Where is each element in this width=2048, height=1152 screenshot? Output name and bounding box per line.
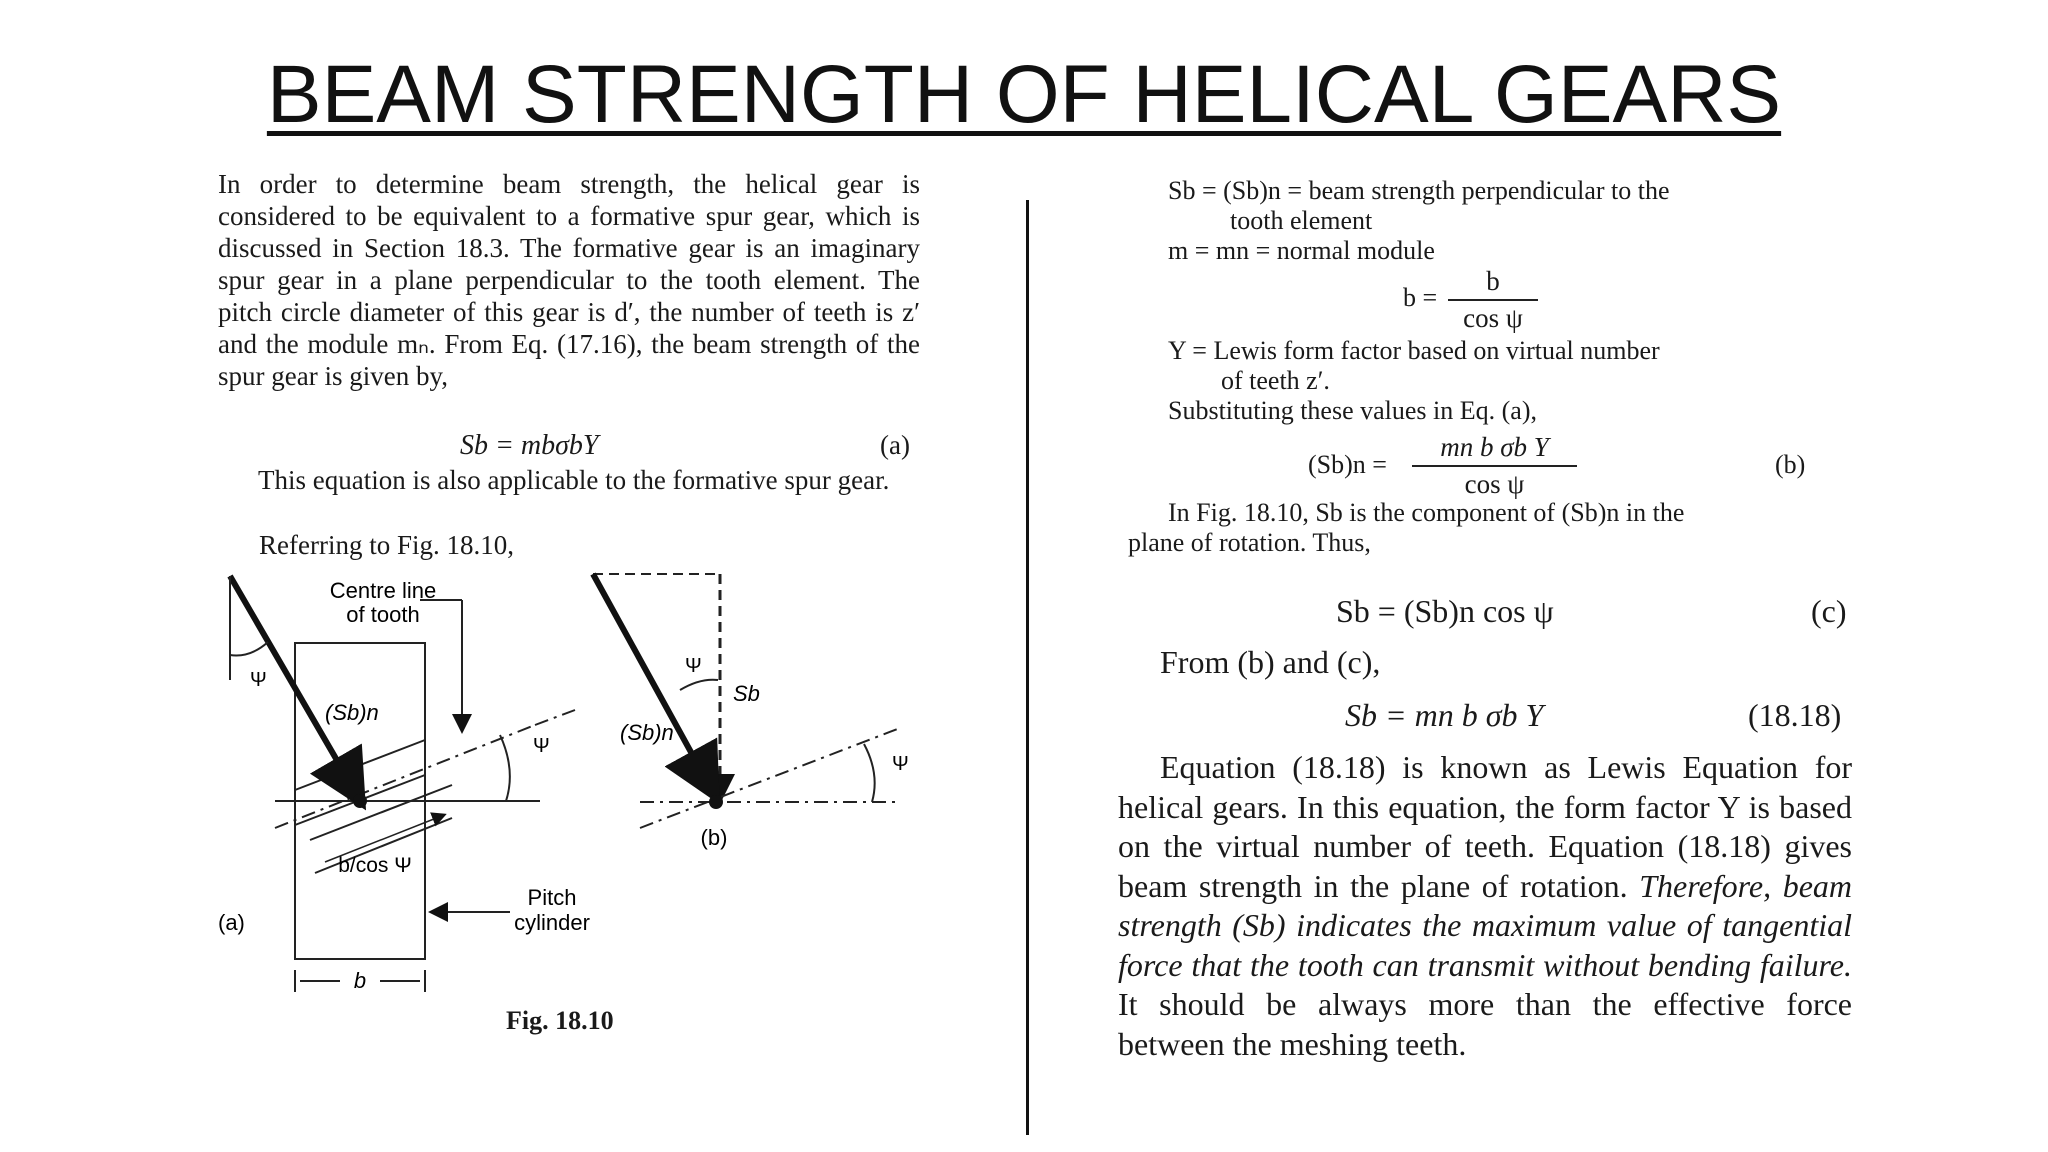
- equation-18-18-tag: (18.18): [1748, 697, 1842, 733]
- b-equation-lhs: b =: [1403, 283, 1438, 312]
- equation-18-18: Sb = mn b σb Y: [1345, 697, 1544, 733]
- sbn-label-a: (Sb)n: [325, 700, 379, 725]
- psi-label-b: Ψ: [685, 655, 702, 677]
- eq-b-tag: (b): [1775, 450, 1806, 479]
- centre-line-a: [275, 725, 535, 828]
- b-equation-numerator: b: [1448, 266, 1538, 301]
- psi-arc-a2: [500, 735, 510, 801]
- equation-a: Sb = mbσbY: [460, 430, 599, 461]
- force-point-b: [709, 795, 723, 809]
- force-point-a: [353, 794, 367, 808]
- def-sb-line-1: Sb = (Sb)n = beam strength perpendicular to the: [1168, 176, 1670, 205]
- force-arrow-b: [593, 574, 714, 794]
- sb-label-b: Sb: [733, 681, 760, 706]
- equation-c: Sb = (Sb)n cos ψ: [1336, 593, 1554, 629]
- cylinder-label: cylinder: [514, 910, 590, 935]
- eq-b-lhs: (Sb)n =: [1308, 450, 1387, 479]
- psi-label-b2: Ψ: [892, 753, 909, 775]
- slide-title: BEAM STRENGTH OF HELICAL GEARS: [266, 49, 1782, 140]
- psi-label-a: Ψ: [250, 669, 267, 691]
- psi-arc-a: [230, 642, 268, 655]
- fig-text-line-2: plane of rotation. Thus,: [1128, 528, 1371, 557]
- lewis-paragraph: [1118, 748, 1852, 1064]
- from-b-c-text: From (b) and (c),: [1160, 644, 1381, 680]
- fig-label-b: (b): [700, 825, 728, 850]
- eq-b-denominator: cos ψ: [1464, 469, 1525, 499]
- psi-arc-b2: [864, 744, 875, 802]
- eq-b-numerator: mn b σb Y: [1412, 432, 1577, 467]
- def-y-line-1: Y = Lewis form factor based on virtual number: [1168, 336, 1660, 365]
- intro-paragraph: In order to determine beam strength, the helical gear is considered to be equivalent to a formative spur gear, which is discussed in Section 18.3. The formative gear is an imaginary spur gear in a plane perpendicular to the tooth element. The pitch circle diameter of this gear is d′, the number of teeth is z′ and the module mₙ. From Eq. (17.16), the beam strength of the spur gear is given by,: [218, 169, 920, 391]
- gear-figure: [200, 560, 930, 1040]
- b-equation-denominator: cos ψ: [1463, 303, 1523, 333]
- psi-arc-b: [680, 680, 718, 690]
- of-tooth-label: of tooth: [346, 602, 420, 627]
- centre-line-label: Centre line: [329, 578, 437, 603]
- bcos-label: b/cos Ψ: [338, 854, 412, 877]
- def-sb-line-2: tooth element: [1230, 206, 1373, 235]
- fig-label-a: (a): [218, 910, 245, 935]
- centre-line-b: [640, 728, 900, 828]
- psi-label-a2: Ψ: [533, 735, 550, 757]
- b-dim-label: b: [353, 968, 367, 993]
- substituting-text: Substituting these values in Eq. (a),: [1168, 396, 1538, 425]
- column-divider: [1026, 200, 1029, 1135]
- pitch-label: Pitch: [527, 885, 577, 910]
- fig-text-line-1: In Fig. 18.10, Sb is the component of (Sb)n in the: [1168, 498, 1685, 527]
- eq-b-fraction: [1412, 432, 1577, 500]
- figure-caption: Fig. 18.10: [506, 1006, 614, 1035]
- equation-a-tag: (a): [880, 430, 910, 460]
- def-m-line: m = mn = normal module: [1168, 236, 1435, 265]
- def-y-line-2: of teeth z′.: [1221, 366, 1330, 395]
- dash-ext-a: [535, 710, 575, 725]
- b-equation-fraction: [1448, 266, 1538, 334]
- applicable-paragraph: This equation is also applicable to the formative spur gear.: [258, 465, 890, 495]
- lewis-text-1: Equation (18.18) is known as Lewis Equation for helical gears. In this equation, the form factor Y is based on the virtual number of teeth. Equation (18.18) gives beam strength in the plane of rotation.: [1118, 749, 1852, 904]
- referring-text: Referring to Fig. 18.10,: [259, 530, 514, 560]
- equation-c-tag: (c): [1811, 593, 1847, 629]
- lewis-text-2: It should be always more than the effective force between the meshing teeth.: [1118, 986, 1852, 1062]
- sbn-label-b: (Sb)n: [620, 720, 674, 745]
- lewis-text-italic: Therefore, beam strength (Sb) indicates the maximum value of tangential force that the tooth can transmit without bending failure.: [1118, 867, 1852, 983]
